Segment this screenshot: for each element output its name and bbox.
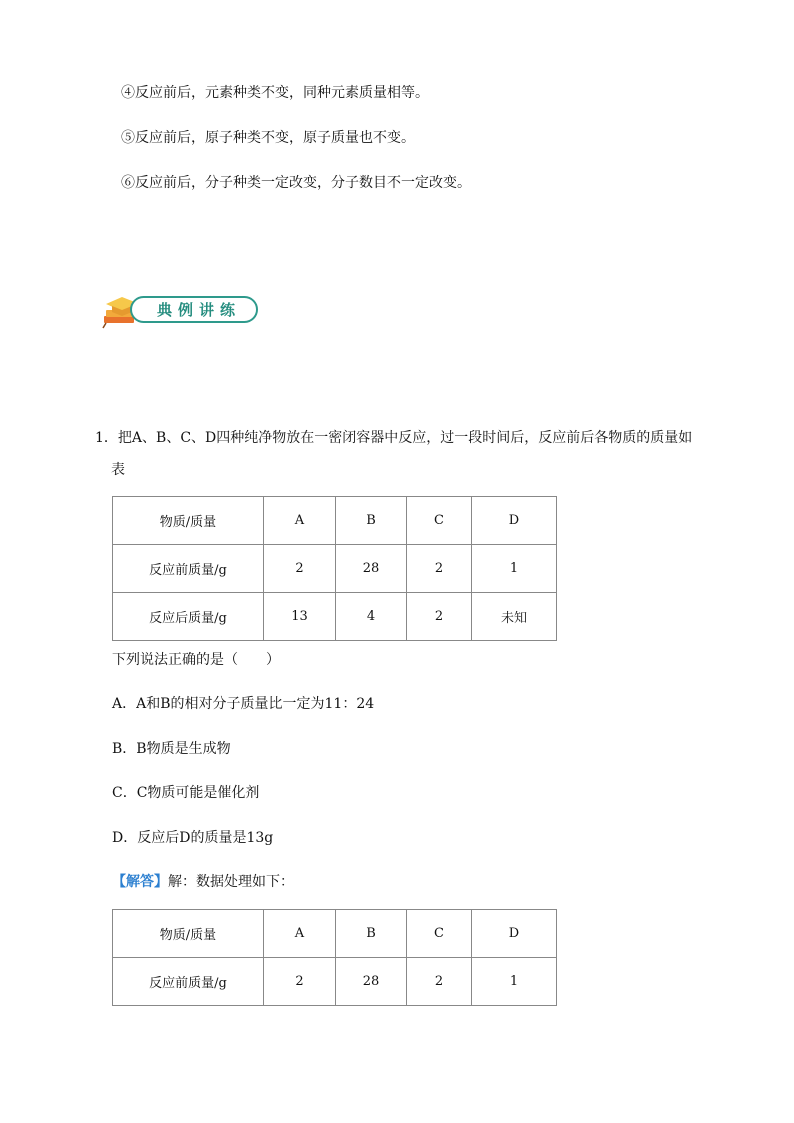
banner-title: 典例讲练 xyxy=(156,301,241,319)
table-cell: 2 xyxy=(407,545,472,593)
rule-point-4: ④反应前后，元素种类不变，同种元素质量相等。 xyxy=(121,85,429,101)
table-cell: C xyxy=(407,497,472,545)
option-c: C．C物质可能是催化剂 xyxy=(112,785,260,801)
table-cell: A xyxy=(264,497,336,545)
table-cell: B xyxy=(336,497,407,545)
section-banner xyxy=(100,290,262,334)
answer-line xyxy=(112,871,294,891)
table-cell: 1 xyxy=(472,958,557,1006)
table-cell: 2 xyxy=(407,593,472,641)
table-cell: C xyxy=(407,910,472,958)
table-row xyxy=(113,545,557,593)
banner-pill xyxy=(130,296,258,323)
answer-data-table xyxy=(112,909,557,1006)
table-cell: 4 xyxy=(336,593,407,641)
question-data-table xyxy=(112,496,557,641)
answer-intro: 解：数据处理如下： xyxy=(168,874,294,890)
table-cell: 反应前质量/g xyxy=(113,958,264,1006)
question-prompt: 下列说法正确的是（ ） xyxy=(112,652,280,668)
table-cell: D xyxy=(472,497,557,545)
table-cell: 反应前质量/g xyxy=(113,545,264,593)
table-cell: 28 xyxy=(336,958,407,1006)
answer-label: 【解答】 xyxy=(112,874,168,890)
question-line-1 xyxy=(95,427,692,447)
table-cell: 2 xyxy=(264,545,336,593)
option-a: A．A和B的相对分子质量比一定为11：24 xyxy=(112,696,375,712)
table-row xyxy=(113,958,557,1006)
question-number: 1． xyxy=(95,430,118,446)
table-cell: A xyxy=(264,910,336,958)
table-cell: 未知 xyxy=(472,593,557,641)
rule-point-5: ⑤反应前后，原子种类不变，原子质量也不变。 xyxy=(121,130,415,146)
question-text: 把A、B、C、D四种纯净物放在一密闭容器中反应，过一段时间后，反应前后各物质的质量如 xyxy=(117,430,693,446)
table-cell: 28 xyxy=(336,545,407,593)
table-cell: 2 xyxy=(264,958,336,1006)
table-cell: B xyxy=(336,910,407,958)
option-b: B．B物质是生成物 xyxy=(112,741,231,757)
question-line-2: 表 xyxy=(111,462,125,478)
table-cell: 1 xyxy=(472,545,557,593)
table-cell: 物质/质量 xyxy=(113,910,264,958)
table-header-row xyxy=(113,910,557,958)
table-row xyxy=(113,593,557,641)
table-cell: 反应后质量/g xyxy=(113,593,264,641)
table-cell: 13 xyxy=(264,593,336,641)
table-cell: 2 xyxy=(407,958,472,1006)
table-cell: 物质/质量 xyxy=(113,497,264,545)
option-d: D．反应后D的质量是13g xyxy=(112,830,274,846)
table-cell: D xyxy=(472,910,557,958)
table-header-row xyxy=(113,497,557,545)
rule-point-6: ⑥反应前后，分子种类一定改变，分子数目不一定改变。 xyxy=(121,175,471,191)
